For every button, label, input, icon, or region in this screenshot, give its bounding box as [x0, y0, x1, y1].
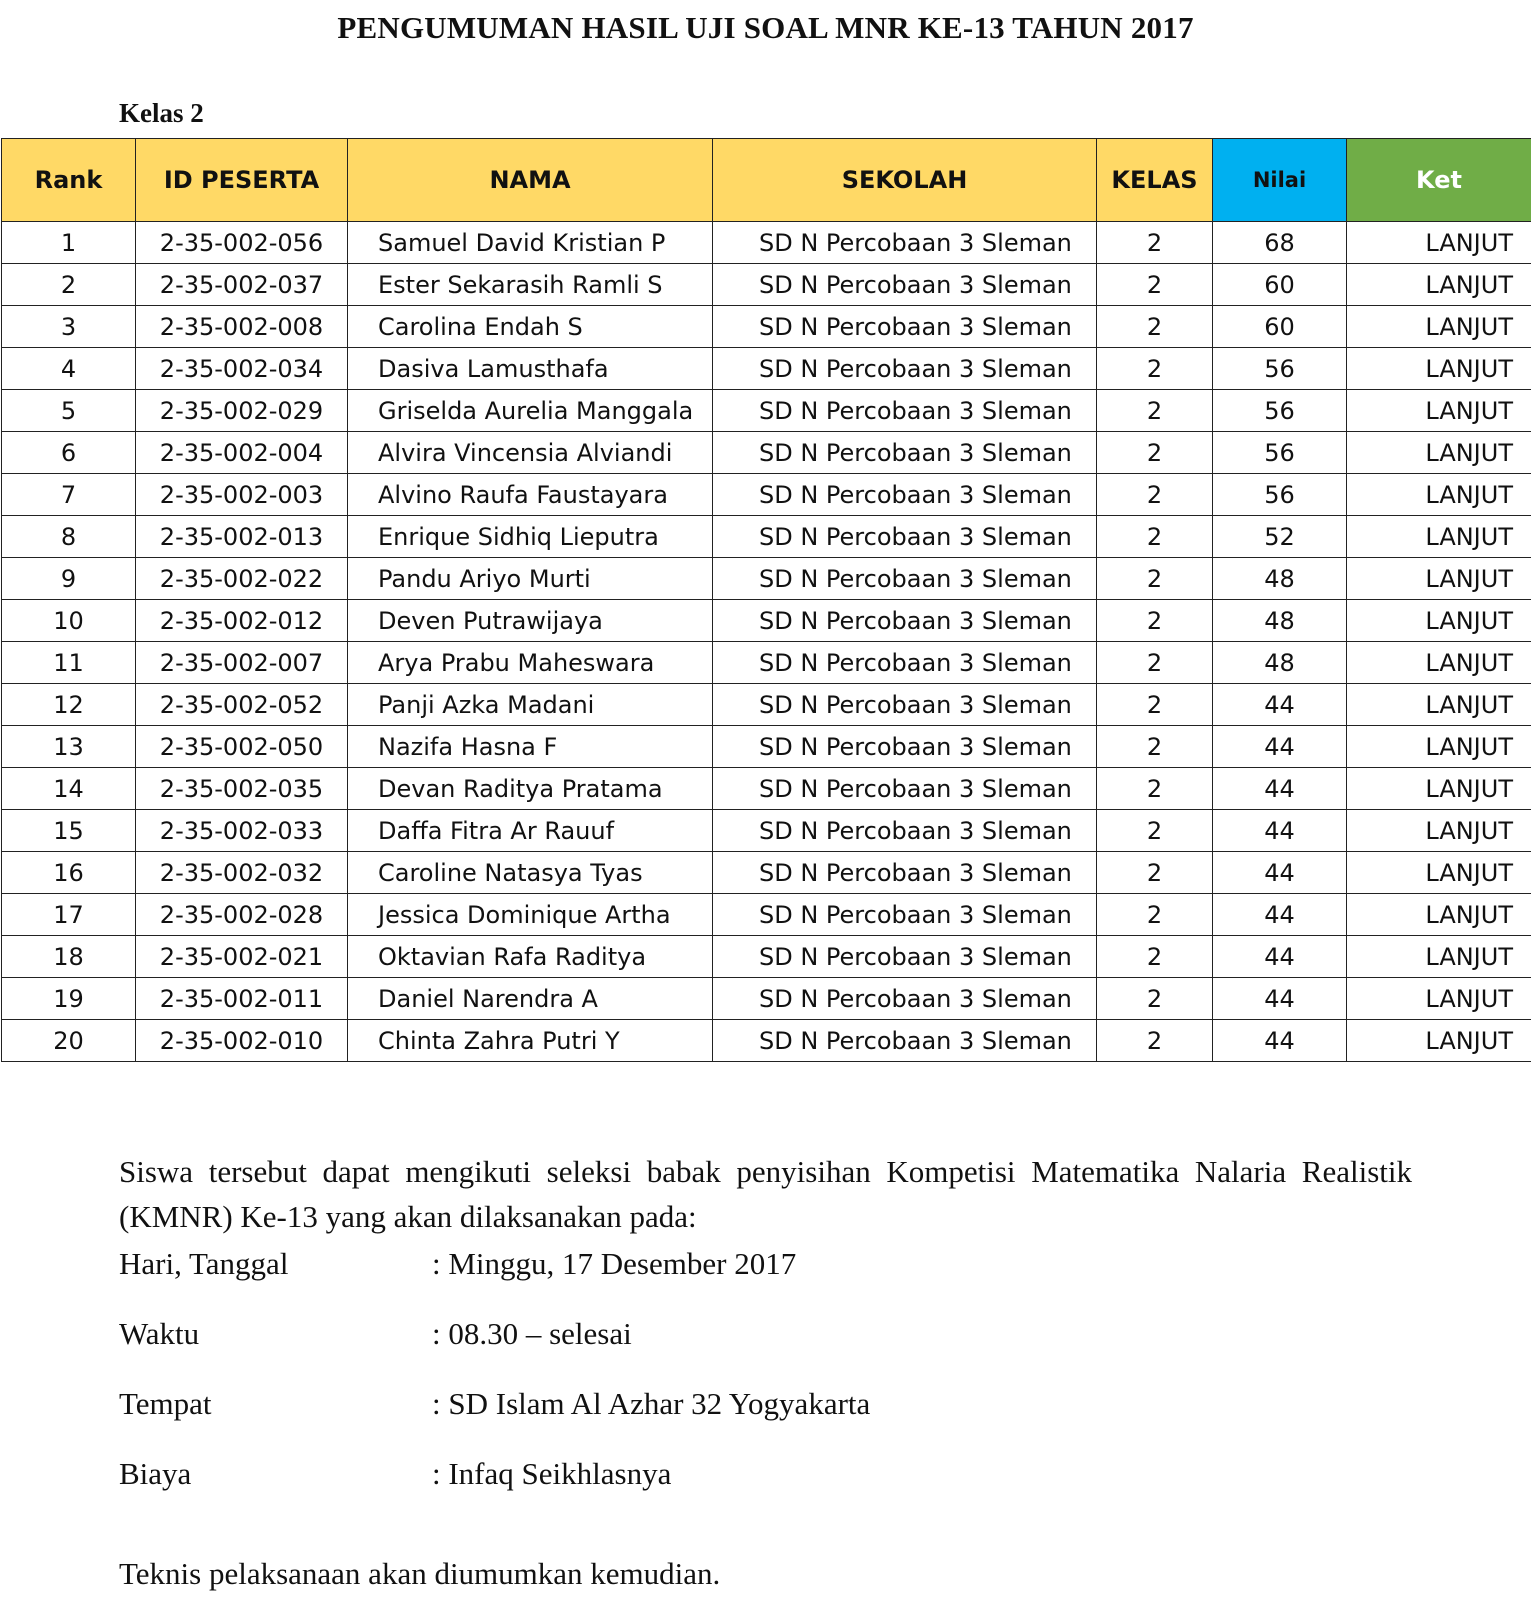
- rank-cell: 4: [2, 348, 136, 390]
- rank-cell: 5: [2, 390, 136, 432]
- id-peserta-cell: 2-35-002-007: [136, 642, 348, 684]
- id-peserta-cell: 2-35-002-003: [136, 474, 348, 516]
- id-peserta-cell: 2-35-002-008: [136, 306, 348, 348]
- table-row: [2, 936, 1531, 978]
- ket-cell: LANJUT: [1347, 264, 1531, 306]
- table-row: [2, 558, 1531, 600]
- nilai-cell: 56: [1213, 390, 1347, 432]
- rank-cell: 2: [2, 264, 136, 306]
- kelas-cell: 2: [1097, 432, 1213, 474]
- nama-cell: Daniel Narendra A: [348, 978, 713, 1020]
- rank-cell: 19: [2, 978, 136, 1020]
- rank-cell: 6: [2, 432, 136, 474]
- table-row: [2, 348, 1531, 390]
- detail-value: : 08.30 – selesai: [432, 1316, 632, 1351]
- rank-cell: 15: [2, 810, 136, 852]
- detail-label: Tempat: [119, 1386, 212, 1421]
- header-kelas: KELAS: [1097, 139, 1213, 222]
- id-peserta-cell: 2-35-002-004: [136, 432, 348, 474]
- nilai-cell: 60: [1213, 306, 1347, 348]
- table-row: [2, 474, 1531, 516]
- nilai-cell: 44: [1213, 894, 1347, 936]
- rank-cell: 18: [2, 936, 136, 978]
- table-row: [2, 684, 1531, 726]
- detail-label: Hari, Tanggal: [119, 1246, 289, 1281]
- ket-cell: LANJUT: [1347, 978, 1531, 1020]
- table-row: [2, 726, 1531, 768]
- nilai-cell: 44: [1213, 978, 1347, 1020]
- id-peserta-cell: 2-35-002-011: [136, 978, 348, 1020]
- rank-cell: 14: [2, 768, 136, 810]
- nilai-cell: 56: [1213, 348, 1347, 390]
- table-row: [2, 852, 1531, 894]
- header-sekolah: SEKOLAH: [713, 139, 1097, 222]
- kelas-cell: 2: [1097, 852, 1213, 894]
- kelas-cell: 2: [1097, 558, 1213, 600]
- kelas-cell: 2: [1097, 306, 1213, 348]
- ket-cell: LANJUT: [1347, 390, 1531, 432]
- nilai-cell: 44: [1213, 852, 1347, 894]
- ket-cell: LANJUT: [1347, 684, 1531, 726]
- rank-cell: 10: [2, 600, 136, 642]
- id-peserta-cell: 2-35-002-013: [136, 516, 348, 558]
- kelas-cell: 2: [1097, 348, 1213, 390]
- table-row: [2, 390, 1531, 432]
- detail-value: : Infaq Seikhlasnya: [432, 1456, 672, 1491]
- sekolah-cell: SD N Percobaan 3 Sleman: [713, 558, 1097, 600]
- nama-cell: Devan Raditya Pratama: [348, 768, 713, 810]
- ket-cell: LANJUT: [1347, 852, 1531, 894]
- sekolah-cell: SD N Percobaan 3 Sleman: [713, 222, 1097, 264]
- sekolah-cell: SD N Percobaan 3 Sleman: [713, 726, 1097, 768]
- id-peserta-cell: 2-35-002-052: [136, 684, 348, 726]
- table-row: [2, 1020, 1531, 1062]
- detail-value: : Minggu, 17 Desember 2017: [432, 1246, 797, 1281]
- kelas-cell: 2: [1097, 894, 1213, 936]
- nama-cell: Alvino Raufa Faustayara: [348, 474, 713, 516]
- sekolah-cell: SD N Percobaan 3 Sleman: [713, 768, 1097, 810]
- nilai-cell: 44: [1213, 768, 1347, 810]
- rank-cell: 17: [2, 894, 136, 936]
- nama-cell: Daffa Fitra Ar Rauuf: [348, 810, 713, 852]
- kelas-cell: 2: [1097, 978, 1213, 1020]
- nilai-cell: 44: [1213, 684, 1347, 726]
- page-title: PENGUMUMAN HASIL UJI SOAL MNR KE-13 TAHUN 2017: [337, 10, 1194, 45]
- sekolah-cell: SD N Percobaan 3 Sleman: [713, 516, 1097, 558]
- id-peserta-cell: 2-35-002-010: [136, 1020, 348, 1062]
- table-row: [2, 306, 1531, 348]
- nilai-cell: 68: [1213, 222, 1347, 264]
- nama-cell: Chinta Zahra Putri Y: [348, 1020, 713, 1062]
- nama-cell: Panji Azka Madani: [348, 684, 713, 726]
- sekolah-cell: SD N Percobaan 3 Sleman: [713, 1020, 1097, 1062]
- rank-cell: 7: [2, 474, 136, 516]
- table-header-row: [2, 139, 1531, 222]
- ket-cell: LANJUT: [1347, 768, 1531, 810]
- table-row: [2, 516, 1531, 558]
- nama-cell: Jessica Dominique Artha: [348, 894, 713, 936]
- id-peserta-cell: 2-35-002-032: [136, 852, 348, 894]
- id-peserta-cell: 2-35-002-022: [136, 558, 348, 600]
- kelas-cell: 2: [1097, 726, 1213, 768]
- results-table-body: [2, 222, 1531, 1062]
- sekolah-cell: SD N Percobaan 3 Sleman: [713, 348, 1097, 390]
- id-peserta-cell: 2-35-002-033: [136, 810, 348, 852]
- rank-cell: 12: [2, 684, 136, 726]
- table-row: [2, 768, 1531, 810]
- id-peserta-cell: 2-35-002-034: [136, 348, 348, 390]
- nama-cell: Oktavian Rafa Raditya: [348, 936, 713, 978]
- ket-cell: LANJUT: [1347, 516, 1531, 558]
- id-peserta-cell: 2-35-002-029: [136, 390, 348, 432]
- ket-cell: LANJUT: [1347, 894, 1531, 936]
- class-section-label: Kelas 2: [119, 98, 204, 128]
- sekolah-cell: SD N Percobaan 3 Sleman: [713, 936, 1097, 978]
- id-peserta-cell: 2-35-002-035: [136, 768, 348, 810]
- rank-cell: 8: [2, 516, 136, 558]
- rank-cell: 9: [2, 558, 136, 600]
- table-row: [2, 810, 1531, 852]
- ket-cell: LANJUT: [1347, 600, 1531, 642]
- sekolah-cell: SD N Percobaan 3 Sleman: [713, 600, 1097, 642]
- kelas-cell: 2: [1097, 1020, 1213, 1062]
- sekolah-cell: SD N Percobaan 3 Sleman: [713, 978, 1097, 1020]
- detail-label: Biaya: [119, 1456, 192, 1491]
- nilai-cell: 56: [1213, 474, 1347, 516]
- intro-paragraph: Siswa tersebut dapat mengikuti seleksi babak penyisihan Kompetisi Matematika Nalaria Realistik (KMNR) Ke-13 yang akan dilaksanakan pada:: [119, 1154, 1412, 1234]
- rank-cell: 3: [2, 306, 136, 348]
- table-row: [2, 978, 1531, 1020]
- sekolah-cell: SD N Percobaan 3 Sleman: [713, 852, 1097, 894]
- kelas-cell: 2: [1097, 936, 1213, 978]
- table-row: [2, 600, 1531, 642]
- nilai-cell: 44: [1213, 810, 1347, 852]
- sekolah-cell: SD N Percobaan 3 Sleman: [713, 684, 1097, 726]
- sekolah-cell: SD N Percobaan 3 Sleman: [713, 264, 1097, 306]
- ket-cell: LANJUT: [1347, 222, 1531, 264]
- id-peserta-cell: 2-35-002-056: [136, 222, 348, 264]
- ket-cell: LANJUT: [1347, 306, 1531, 348]
- nilai-cell: 56: [1213, 432, 1347, 474]
- id-peserta-cell: 2-35-002-037: [136, 264, 348, 306]
- nama-cell: Arya Prabu Maheswara: [348, 642, 713, 684]
- kelas-cell: 2: [1097, 810, 1213, 852]
- results-table: [1, 138, 1531, 1062]
- nilai-cell: 60: [1213, 264, 1347, 306]
- kelas-cell: 2: [1097, 390, 1213, 432]
- rank-cell: 11: [2, 642, 136, 684]
- nilai-cell: 44: [1213, 726, 1347, 768]
- detail-label: Waktu: [119, 1316, 200, 1351]
- id-peserta-cell: 2-35-002-028: [136, 894, 348, 936]
- ket-cell: LANJUT: [1347, 726, 1531, 768]
- sekolah-cell: SD N Percobaan 3 Sleman: [713, 474, 1097, 516]
- nilai-cell: 52: [1213, 516, 1347, 558]
- nama-cell: Ester Sekarasih Ramli S: [348, 264, 713, 306]
- ket-cell: LANJUT: [1347, 1020, 1531, 1062]
- ket-cell: LANJUT: [1347, 810, 1531, 852]
- nama-cell: Nazifa Hasna F: [348, 726, 713, 768]
- ket-cell: LANJUT: [1347, 558, 1531, 600]
- nilai-cell: 44: [1213, 936, 1347, 978]
- id-peserta-cell: 2-35-002-021: [136, 936, 348, 978]
- ket-cell: LANJUT: [1347, 474, 1531, 516]
- nama-cell: Samuel David Kristian P: [348, 222, 713, 264]
- kelas-cell: 2: [1097, 474, 1213, 516]
- nama-cell: Alvira Vincensia Alviandi: [348, 432, 713, 474]
- id-peserta-cell: 2-35-002-050: [136, 726, 348, 768]
- detail-value: : SD Islam Al Azhar 32 Yogyakarta: [432, 1386, 871, 1421]
- table-row: [2, 264, 1531, 306]
- nama-cell: Dasiva Lamusthafa: [348, 348, 713, 390]
- kelas-cell: 2: [1097, 684, 1213, 726]
- table-row: [2, 222, 1531, 264]
- kelas-cell: 2: [1097, 516, 1213, 558]
- sekolah-cell: SD N Percobaan 3 Sleman: [713, 306, 1097, 348]
- sekolah-cell: SD N Percobaan 3 Sleman: [713, 390, 1097, 432]
- closing-note: Teknis pelaksanaan akan diumumkan kemudian.: [119, 1556, 721, 1591]
- rank-cell: 20: [2, 1020, 136, 1062]
- nama-cell: Carolina Endah S: [348, 306, 713, 348]
- kelas-cell: 2: [1097, 264, 1213, 306]
- header-nilai: Nilai: [1213, 139, 1347, 222]
- sekolah-cell: SD N Percobaan 3 Sleman: [713, 894, 1097, 936]
- nama-cell: Caroline Natasya Tyas: [348, 852, 713, 894]
- header-nama: NAMA: [348, 139, 713, 222]
- nilai-cell: 48: [1213, 558, 1347, 600]
- table-row: [2, 432, 1531, 474]
- kelas-cell: 2: [1097, 600, 1213, 642]
- rank-cell: 1: [2, 222, 136, 264]
- kelas-cell: 2: [1097, 642, 1213, 684]
- ket-cell: LANJUT: [1347, 642, 1531, 684]
- id-peserta-cell: 2-35-002-012: [136, 600, 348, 642]
- table-row: [2, 642, 1531, 684]
- sekolah-cell: SD N Percobaan 3 Sleman: [713, 642, 1097, 684]
- header-id-peserta: ID PESERTA: [136, 139, 348, 222]
- sekolah-cell: SD N Percobaan 3 Sleman: [713, 810, 1097, 852]
- kelas-cell: 2: [1097, 768, 1213, 810]
- header-ket: Ket: [1347, 139, 1531, 222]
- rank-cell: 16: [2, 852, 136, 894]
- kelas-cell: 2: [1097, 222, 1213, 264]
- nama-cell: Griselda Aurelia Manggala: [348, 390, 713, 432]
- sekolah-cell: SD N Percobaan 3 Sleman: [713, 432, 1097, 474]
- ket-cell: LANJUT: [1347, 348, 1531, 390]
- nilai-cell: 48: [1213, 600, 1347, 642]
- header-rank: Rank: [2, 139, 136, 222]
- rank-cell: 13: [2, 726, 136, 768]
- nama-cell: Deven Putrawijaya: [348, 600, 713, 642]
- nama-cell: Enrique Sidhiq Lieputra: [348, 516, 713, 558]
- ket-cell: LANJUT: [1347, 432, 1531, 474]
- table-row: [2, 894, 1531, 936]
- nilai-cell: 48: [1213, 642, 1347, 684]
- nilai-cell: 44: [1213, 1020, 1347, 1062]
- nama-cell: Pandu Ariyo Murti: [348, 558, 713, 600]
- ket-cell: LANJUT: [1347, 936, 1531, 978]
